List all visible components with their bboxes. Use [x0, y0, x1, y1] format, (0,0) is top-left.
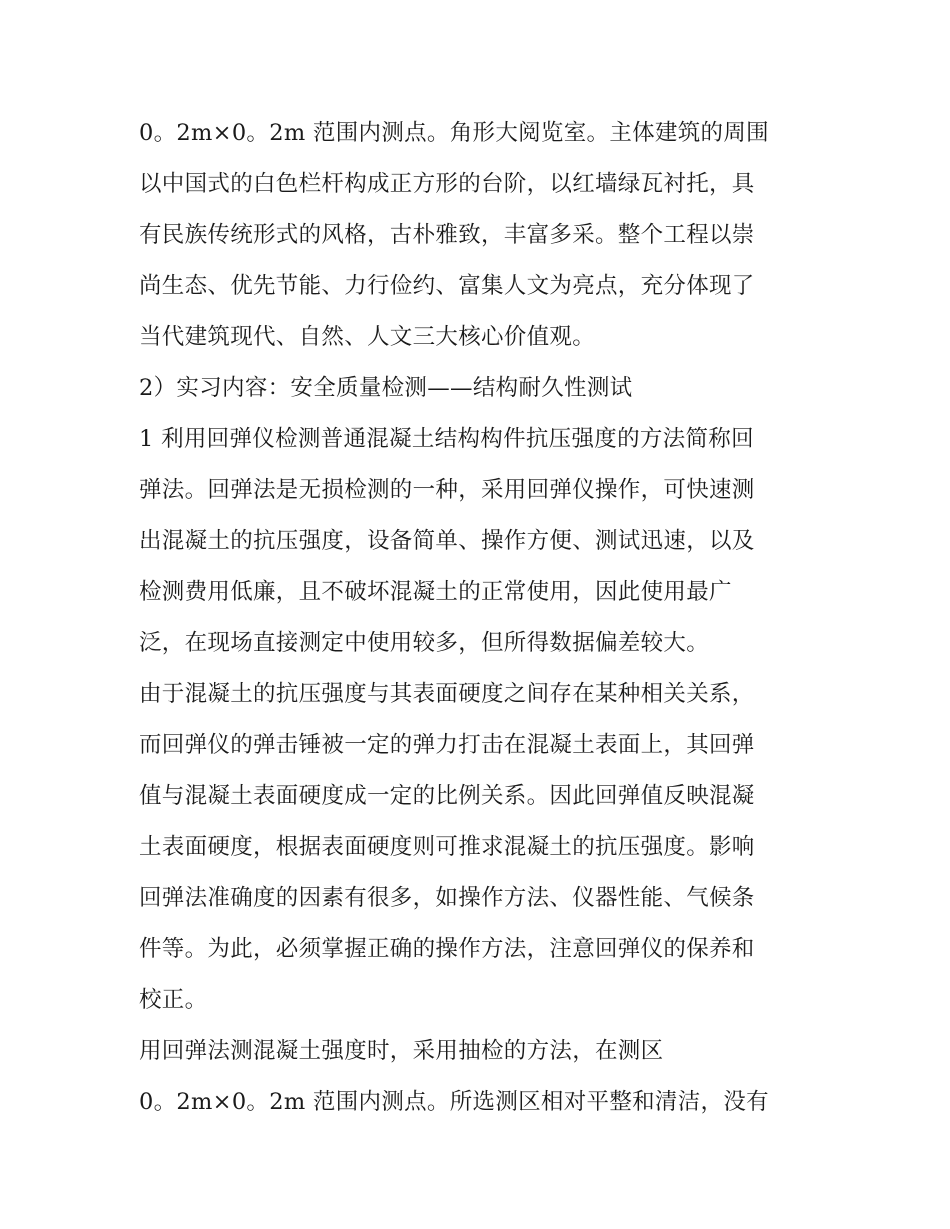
text-line: 1 利用回弹仪检测普通混凝土结构构件抗压强度的方法简称回 [139, 426, 754, 452]
text-line: 而回弹仪的弹击锤被一定的弹力打击在混凝土表面上，其回弹 [139, 732, 755, 758]
text-line: 0。2m×0。2m 范围内测点。所选测区相对平整和清洁，没有 [139, 1089, 769, 1115]
text-line: 回弹法准确度的因素有很多，如操作方法、仪器性能、气候条 [139, 885, 755, 911]
text-line: 弹法。回弹法是无损检测的一种，采用回弹仪操作，可快速测 [139, 477, 755, 503]
text-line: 土表面硬度，根据表面硬度则可推求混凝土的抗压强度。影响 [139, 834, 755, 860]
text-line: 有民族传统形式的风格，古朴雅致，丰富多采。整个工程以崇 [139, 222, 755, 248]
text-line: 当代建筑现代、自然、人文三大核心价值观。 [139, 324, 596, 350]
text-line: 件等。为此，必须掌握正确的操作方法，注意回弹仪的保养和 [139, 936, 755, 962]
text-line: 以中国式的白色栏杆构成正方形的台阶，以红墙绿瓦衬托，具 [139, 171, 755, 197]
document-body [139, 108, 819, 1128]
text-line: 0。2m×0。2m 范围内测点。角形大阅览室。主体建筑的周围 [139, 120, 769, 146]
text-line: 校正。 [139, 987, 208, 1013]
section-heading: 2）实习内容：安全质量检测——结构耐久性测试 [139, 375, 633, 401]
text-line: 值与混凝土表面硬度成一定的比例关系。因此回弹值反映混凝 [139, 783, 755, 809]
text-line: 用回弹法测混凝土强度时，采用抽检的方法，在测区 [139, 1038, 664, 1064]
text-line: 泛，在现场直接测定中使用较多，但所得数据偏差较大。 [139, 630, 710, 656]
text-line: 出混凝土的抗压强度，设备简单、操作方便、测试迅速，以及 [139, 528, 755, 554]
text-line: 尚生态、优先节能、力行俭约、富集人文为亮点，充分体现了 [139, 273, 755, 299]
text-line: 检测费用低廉，且不破坏混凝土的正常使用，因此使用最广 [139, 579, 732, 605]
text-line: 由于混凝土的抗压强度与其表面硬度之间存在某种相关关系， [139, 681, 755, 707]
